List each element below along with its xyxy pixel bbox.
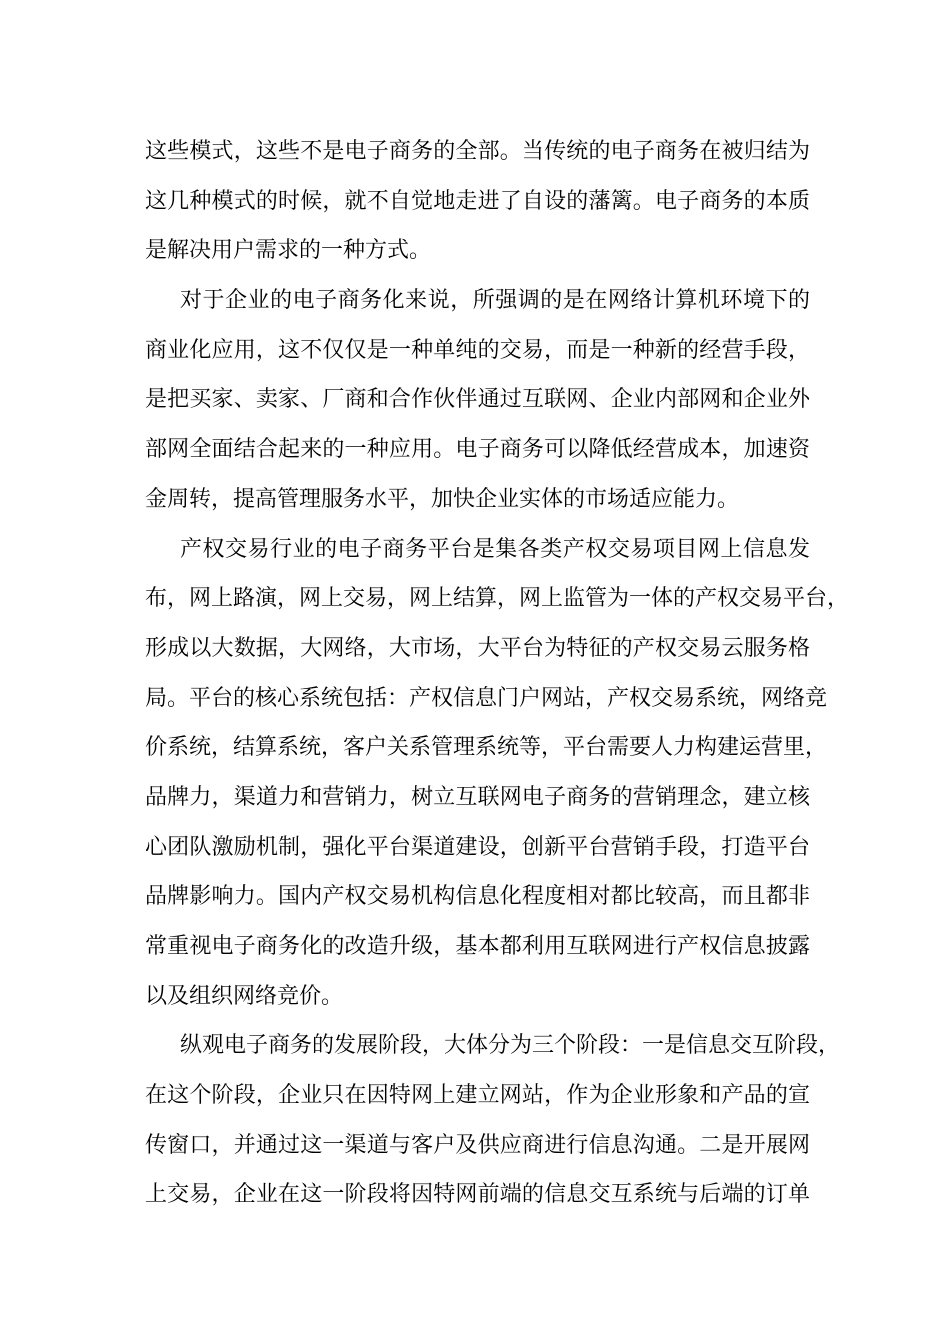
text-line: 产权交易行业的电子商务平台是集各类产权交易项目网上信息发: [180, 536, 810, 562]
text-line: 这些模式，这些不是电子商务的全部。当传统的电子商务在被归结为: [145, 139, 810, 164]
text-line: 布，网上路演，网上交易，网上结算，网上监管为一体的产权交易平台，: [145, 586, 850, 612]
text-line: 纵观电子商务的发展阶段，大体分为三个阶段：一是信息交互阶段，: [180, 1033, 841, 1059]
text-line: 金周转，提高管理服务水平，加快企业实体的市场适应能力。: [145, 486, 740, 512]
text-line: 在这个阶段，企业只在因特网上建立网站，作为企业形象和产品的宣: [145, 1083, 810, 1109]
paragraph-2: [145, 276, 810, 524]
paragraph-1: [145, 127, 810, 276]
paragraph-4: [145, 1021, 841, 1220]
text-line: 品牌力，渠道力和营销力，树立互联网电子商务的营销理念，建立核: [145, 784, 810, 810]
text-line: 对于企业的电子商务化来说，所强调的是在网络计算机环境下的: [180, 288, 810, 314]
text-line: 这几种模式的时候，就不自觉地走进了自设的藩篱。电子商务的本质: [145, 188, 810, 214]
text-line: 传窗口，并通过这一渠道与客户及供应商进行信息沟通。二是开展网: [145, 1132, 810, 1158]
text-line: 上交易，企业在这一阶段将因特网前端的信息交互系统与后端的订单: [145, 1182, 810, 1208]
text-line: 品牌影响力。国内产权交易机构信息化程度相对都比较高，而且都非: [145, 884, 810, 910]
text-line: 形成以大数据，大网络，大市场，大平台为特征的产权交易云服务格: [145, 635, 810, 661]
paragraph-3: [145, 525, 850, 1022]
text-line: 是解决用户需求的一种方式。: [145, 238, 432, 264]
text-line: 心团队激励机制，强化平台渠道建设，创新平台营销手段，打造平台: [145, 834, 810, 860]
document-body: [145, 127, 850, 1220]
text-line: 是把买家、卖家、厂商和合作伙伴通过互联网、企业内部网和企业外: [145, 387, 810, 413]
text-line: 局。平台的核心系统包括：产权信息门户网站，产权交易系统，网络竞: [145, 685, 828, 711]
text-line: 常重视电子商务化的改造升级，基本都利用互联网进行产权信息披露: [145, 934, 810, 959]
text-line: 部网全面结合起来的一种应用。电子商务可以降低经营成本，加速资: [145, 437, 810, 463]
text-line: 以及组织网络竞价。: [145, 983, 344, 1009]
text-line: 商业化应用，这不仅仅是一种单纯的交易，而是一种新的经营手段，: [145, 337, 810, 363]
text-line: 价系统，结算系统，客户关系管理系统等，平台需要人力构建运营里，: [145, 735, 828, 761]
